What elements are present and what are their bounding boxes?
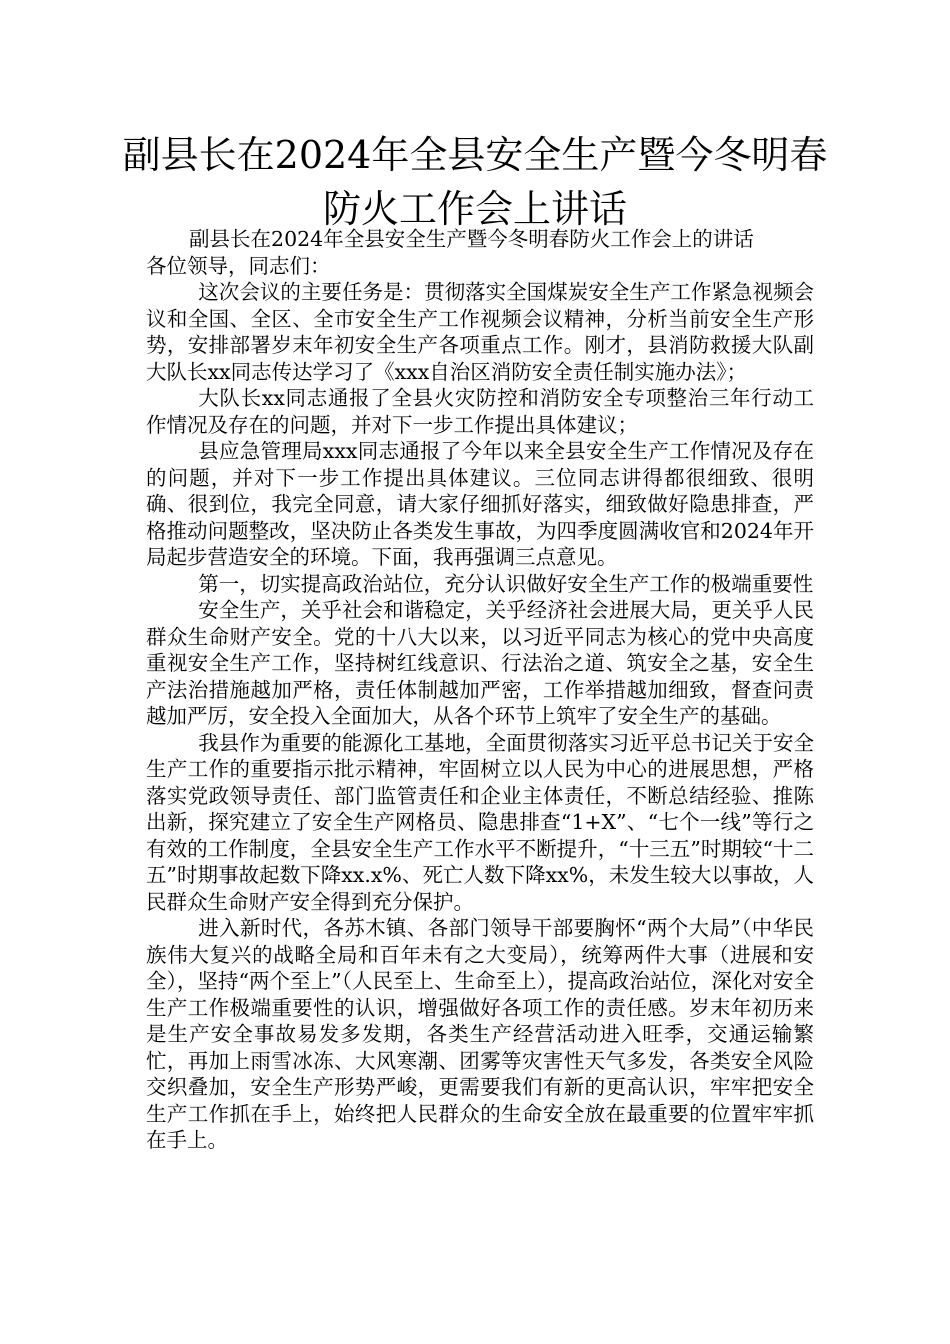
paragraph-fire-report: 大队长xx同志通报了全县火灾防控和消防安全专项整治三年行动工作情况及存在的问题，并对下一步工作提出具体建议； [146,386,814,437]
title-line-1: 副县长在2024年全县安全生产暨今冬明春 [122,133,828,177]
title-line-2: 防火工作会上讲话 [322,187,627,231]
paragraph-meeting-task: 这次会议的主要任务是：贯彻落实全国煤炭安全生产工作紧急视频会议和全国、全区、全市安全生产工作视频会议精神，分析当前安全生产形势，安排部署岁末年初安全生产各项重点工作。刚才，县消防救援大队副大队长xx同志传达学习了《xxx自治区消防安全责任制实施办法》； [146,280,814,384]
paragraph-new-era: 进入新时代，各苏木镇、各部门领导干部要胸怀“两个大局”（中华民族伟大复兴的战略全局和百年未有之大变局），统筹两件大事（进展和安全），坚持“两个至上”（人民至上、生命至上），提高政治站位，深化对安全生产工作极端重要性的认识，增强做好各项工作的责任感。岁末年初历来是生产安全事故易发多发期，各类生产经营活动进入旺季，交通运输繁忙，再加上雨雪冰冻、大风寒潮、团雾等灾害性天气多发，各类安全风险交织叠加，安全生产形势严峻，更需要我们有新的更高认识，牢牢把安全生产工作抓在手上，始终把人民群众的生命安全放在最重要的位置牢牢抓在手上。 [146,916,814,1152]
speech-heading: 副县长在2024年全县安全生产暨今冬明春防火工作会上的讲话 [189,227,754,251]
section-heading-first: 第一，切实提高政治站位，充分认识做好安全生产工作的极端重要性 [198,571,814,596]
salutation: 各位领导，同志们： [146,253,331,278]
paragraph-county-base: 我县作为重要的能源化工基地，全面贯彻落实习近平总书记关于安全生产工作的重要指示批示精神，牢固树立以人民为中心的进展思想，严格落实党政领导责任、部门监管责任和企业主体责任，不断总结经验、推陈出新，探究建立了安全生产网格员、隐患排查“1+X”、“七个一线”等行之有效的工作制度，全县安全生产工作水平不断提升，“十三五”时期较“十二五”时期事故起数下降xx.x%、死亡人数下降xx%，未发生较大以事故，人民群众生命财产安全得到充分保护。 [146,730,814,914]
document-body [146,226,814,1154]
paragraph-emergency-report: 县应急管理局xxx同志通报了今年以来全县安全生产工作情况及存在的问题，并对下一步工作提出具体建议。三位同志讲得都很细致、很明确、很到位，我完全同意，请大家仔细抓好落实，细致做好隐患排查，严格推动问题整改，坚决防止各类发生事故，为四季度圆满收官和2024年开局起步营造安全的环境。下面，我再强调三点意见。 [146,439,814,569]
document-title [120,128,830,236]
paragraph-safety-importance: 安全生产，关乎社会和谐稳定，关乎经济社会进展大局，更关乎人民群众生命财产安全。党的十八大以来，以习近平同志为核心的党中央高度重视安全生产工作，坚持树红线意识、行法治之道、筑安全之基，安全生产法治措施越加严格，责任体制越加严密，工作举措越加细致，督查问责越加严厉，安全投入全面加大，从各个环节上筑牢了安全生产的基础。 [146,598,814,728]
